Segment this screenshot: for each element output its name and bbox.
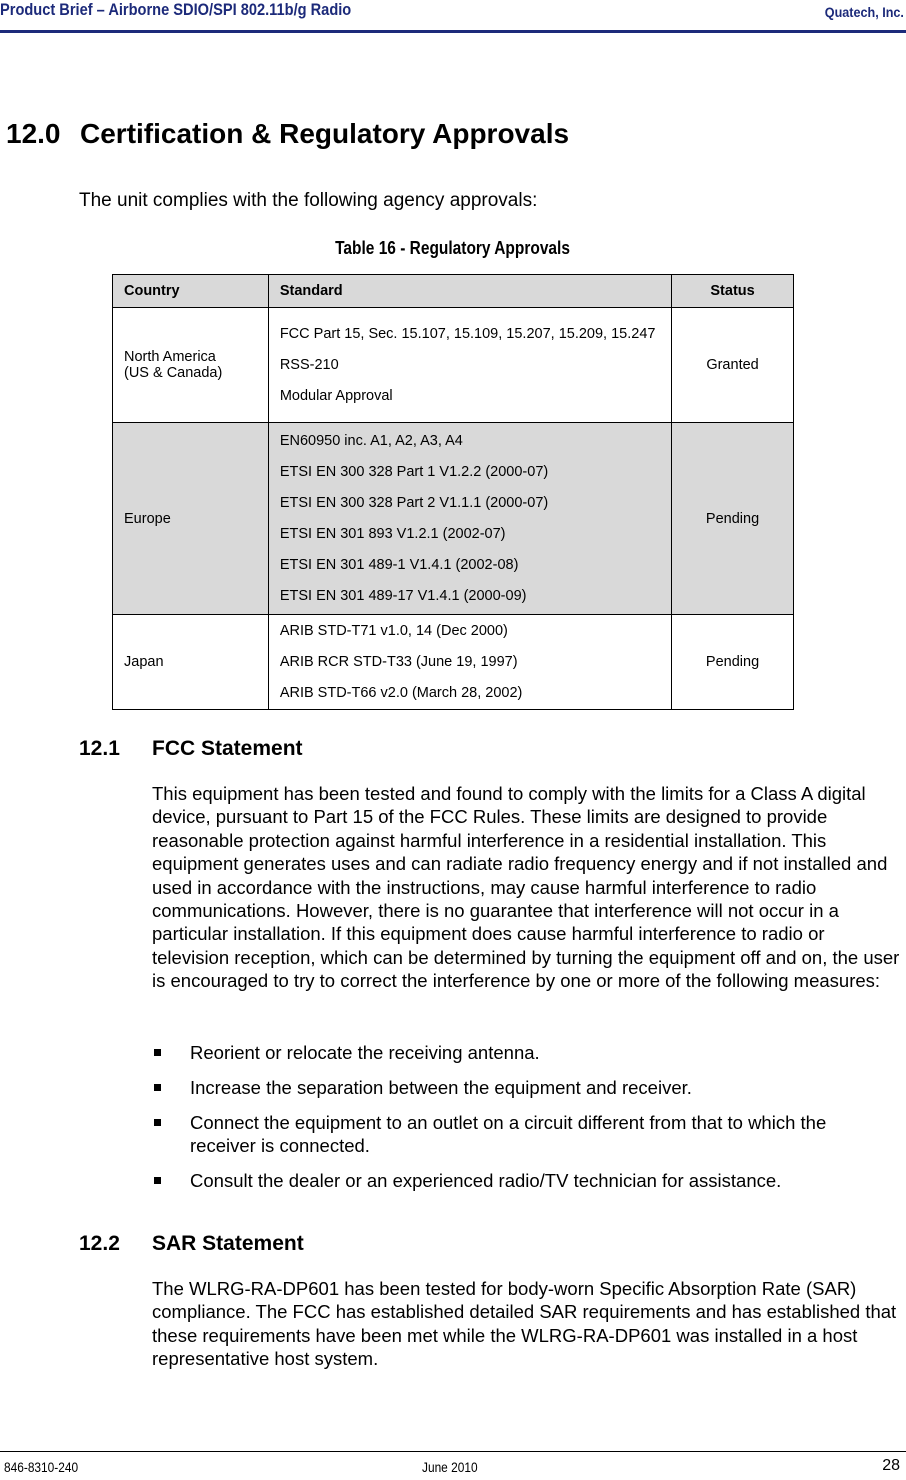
section-heading-12 — [6, 118, 569, 150]
square-bullet-icon — [154, 1119, 161, 1126]
standard-cell: EN60950 inc. A1, A2, A3, A4 ETSI EN 300 328 Part 1 V1.2.2 (2000-07) ETSI EN 300 328 Part 2 V1.1.1 (2000-07) ETSI EN 301 893 V1.2.1 (2002-07) ETSI EN 301 489-1 V1.4.1 (2002-08) ETSI EN 301 489-17 V1.4.1 (2000-09) — [268, 423, 671, 615]
table-row — [113, 615, 794, 710]
publication-date: June 2010 — [422, 1459, 478, 1475]
square-bullet-icon — [154, 1049, 161, 1056]
section-title: SAR Statement — [152, 1232, 304, 1255]
section-heading-12-1 — [79, 737, 303, 761]
column-header-status: Status — [672, 275, 794, 308]
standard-cell: FCC Part 15, Sec. 15.107, 15.109, 15.207, 15.209, 15.247 RSS-210 Modular Approval — [268, 308, 671, 423]
section-number: 12.2 — [79, 1232, 120, 1255]
document-number: 846-8310-240 — [4, 1459, 79, 1475]
status-cell: Granted — [672, 308, 794, 423]
table-row — [113, 308, 794, 423]
status-cell: Pending — [672, 615, 794, 710]
list-item: Increase the separation between the equipment and receiver. — [152, 1076, 892, 1099]
sar-statement-paragraph: The WLRG-RA-DP601 has been tested for body-worn Specific Absorption Rate (SAR) compliance. The FCC has established detailed SAR requirements and has established that these requirements have been met while the WLRG-RA-DP601 was installed in a host representative host system. — [152, 1278, 897, 1370]
fcc-measures-list — [152, 1041, 892, 1192]
square-bullet-icon — [154, 1084, 161, 1091]
table-header-row — [113, 275, 794, 308]
regulatory-approvals-table — [112, 274, 794, 710]
column-header-standard: Standard — [268, 275, 671, 308]
list-item: Consult the dealer or an experienced radio/TV technician for assistance. — [152, 1169, 892, 1192]
company-name: Quatech, Inc. — [824, 4, 904, 20]
country-cell: Europe — [113, 423, 269, 615]
column-header-country: Country — [113, 275, 269, 308]
country-cell: Japan — [113, 615, 269, 710]
section-intro: The unit complies with the following agency approvals: — [79, 190, 538, 211]
table-caption: Table 16 - Regulatory Approvals — [335, 238, 571, 258]
fcc-statement-paragraph: This equipment has been tested and found to comply with the limits for a Class A digital device, pursuant to Part 15 of the FCC Rules. These limits are designed to provide reasonable protection against harmful interference in a residential installation. This equipment generates uses and can radiate radio frequency energy and if not installed and used in accordance with the instructions, may cause harmful interference to radio communications. However, there is no guarantee that interference will not occur in a particular installation. If this equipment does cause harmful interference to radio or television reception, which can be determined by turning the equipment off and on, the user is encouraged to try to correct the interference by one or more of the following measures: — [152, 783, 900, 992]
document-title: Product Brief – Airborne SDIO/SPI 802.11b/g Radio — [0, 0, 352, 19]
section-heading-12-2 — [79, 1232, 304, 1256]
page-number: 28 — [882, 1457, 900, 1474]
list-item: Connect the equipment to an outlet on a circuit different from that to which the receiver is connected. — [152, 1111, 892, 1157]
section-number: 12.0 — [6, 118, 61, 149]
section-title: FCC Statement — [152, 737, 303, 760]
status-cell: Pending — [672, 423, 794, 615]
list-item: Reorient or relocate the receiving antenna. — [152, 1041, 892, 1064]
section-title: Certification & Regulatory Approvals — [80, 118, 570, 149]
square-bullet-icon — [154, 1177, 161, 1184]
table-row — [113, 423, 794, 615]
page-footer — [0, 1451, 906, 1480]
section-number: 12.1 — [79, 737, 120, 760]
country-cell: North America (US & Canada) — [113, 308, 269, 423]
page-header — [0, 0, 906, 33]
standard-cell: ARIB STD-T71 v1.0, 14 (Dec 2000) ARIB RCR STD-T33 (June 19, 1997) ARIB STD-T66 v2.0 (March 28, 2002) — [268, 615, 671, 710]
